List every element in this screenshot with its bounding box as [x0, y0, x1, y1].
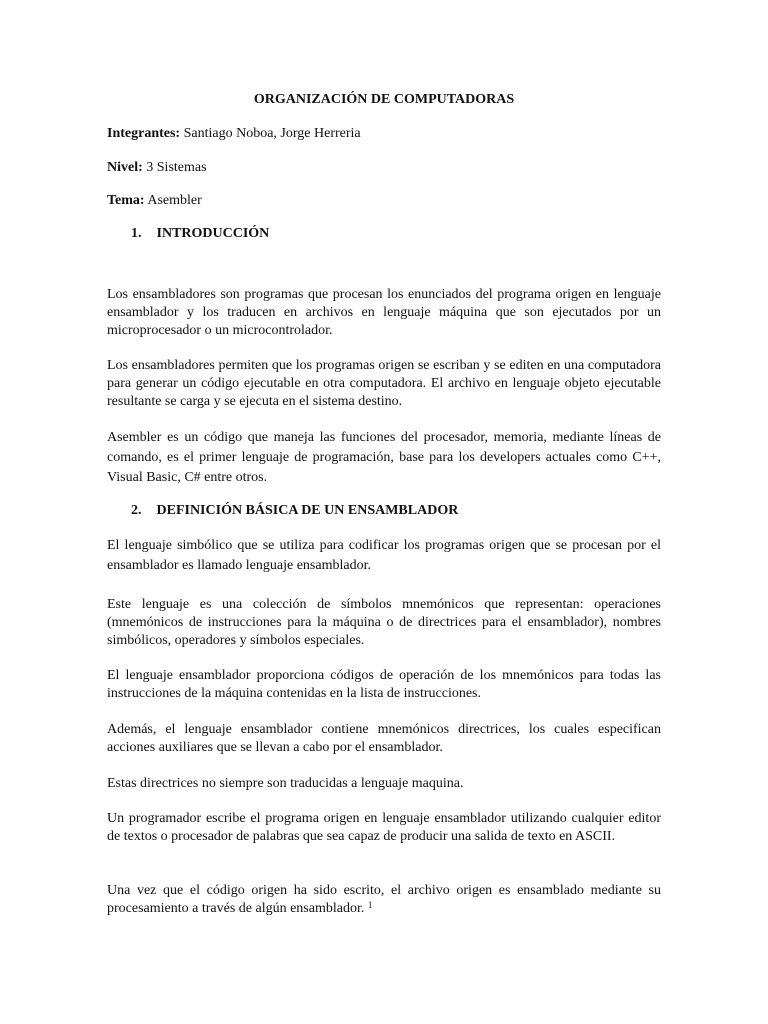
paragraph: Este lenguaje es una colección de símbolos mnemónicos que representan: operaciones (mnemónicos de instrucciones para la máquina o de directrices para el ensamblador), nombres simbólicos, operadores y símbolos especiales.	[107, 597, 661, 648]
level-line	[107, 160, 207, 176]
section-heading-definition	[131, 503, 458, 519]
topic-label: Tema:	[107, 193, 145, 208]
paragraph: Además, el lenguaje ensamblador contiene mnemónicos directrices, los cuales especifican acciones auxiliares que se llevan a cabo por el ensamblador.	[107, 722, 661, 755]
paragraph: Los ensambladores permiten que los programas origen se escriban y se editen en una computadora para generar un código ejecutable en otra computadora. El archivo en lenguaje objeto ejecutable resultante se carga y se ejecuta en el sistema destino.	[107, 358, 661, 409]
footnote-marker[interactable]: 1	[367, 900, 373, 910]
document-title: ORGANIZACIÓN DE COMPUTADORAS	[253, 92, 515, 107]
paragraph: Un programador escribe el programa origen en lenguaje ensamblador utilizando cualquier editor de textos o procesador de palabras que sea capaz de producir una salida de texto en ASCII.	[107, 811, 661, 844]
topic-value: Asembler	[147, 193, 202, 208]
paragraph: El lenguaje simbólico que se utiliza para codificar los programas origen que se procesan por el ensamblador es llamado lenguaje ensamblador.	[107, 538, 661, 573]
section-title: INTRODUCCIÓN	[156, 226, 270, 241]
level-value: 3 Sistemas	[146, 160, 207, 175]
paragraph: El lenguaje ensamblador proporciona códigos de operación de los mnemónicos para todas las instrucciones de la máquina contenidas en la lista de instrucciones.	[107, 668, 661, 701]
members-value: Santiago Noboa, Jorge Herreria	[183, 126, 361, 141]
paragraph-text: Una vez que el código origen ha sido escrito, el archivo origen es ensamblado mediante su procesamiento a través de algún ensamblador.	[107, 883, 661, 916]
section-number: 2.	[131, 503, 142, 518]
section-heading-introduction	[131, 226, 269, 242]
section-title: DEFINICIÓN BÁSICA DE UN ENSAMBLADOR	[156, 503, 459, 518]
members-label: Integrantes:	[107, 126, 181, 141]
paragraph: Asembler es un código que maneja las funciones del procesador, memoria, mediante líneas de comando, es el primer lenguaje de programación, base para los developers actuales como C++, Visual Basic, C# entre otros.	[107, 430, 661, 485]
level-label: Nivel:	[107, 160, 143, 175]
section-number: 1.	[131, 226, 142, 241]
paragraph: Los ensambladores son programas que procesan los enunciados del programa origen en lenguaje ensamblador y los traducen en archivos en lenguaje máquina que son ejecutados por un microprocesador o un microcontrolador.	[107, 287, 661, 338]
paragraph: Estas directrices no siempre son traducidas a lenguaje maquina.	[107, 776, 464, 791]
topic-line	[107, 193, 202, 209]
members-line	[107, 126, 361, 142]
paragraph-last	[107, 882, 661, 918]
